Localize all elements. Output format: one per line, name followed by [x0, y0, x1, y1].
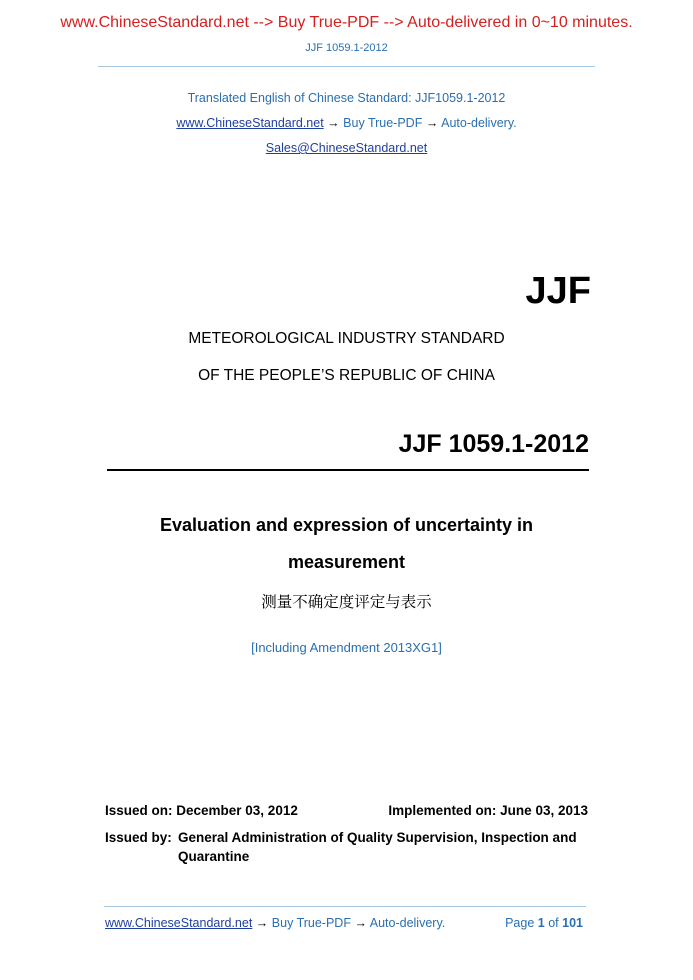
footer-delivery-text: Auto-delivery. — [369, 916, 446, 930]
jjf-logo-text: JJF — [525, 270, 591, 312]
issuer-name-line-2: Quarantine — [178, 849, 250, 864]
issuer-name-line-1: General Administration of Quality Supervision, Inspection and — [178, 830, 577, 845]
amendment-note: [Including Amendment 2013XG1] — [251, 640, 442, 655]
site-link[interactable]: www.ChineseStandard.net — [176, 116, 324, 130]
footer-site-link[interactable]: www.ChineseStandard.net — [105, 916, 253, 930]
sales-email-line — [0, 141, 693, 155]
standard-code: JJF 1059.1-2012 — [398, 430, 589, 458]
header-divider — [98, 66, 595, 67]
page-indicator — [505, 916, 583, 930]
translation-links-line — [0, 116, 693, 130]
buy-true-pdf-text: Buy True-PDF — [343, 116, 423, 130]
page-number: 1 — [537, 916, 545, 930]
running-header-code: JJF 1059.1-2012 — [305, 42, 388, 54]
title-chinese: 测量不确定度评定与表示 — [261, 593, 432, 611]
arrow-right-icon: → — [327, 116, 340, 130]
arrow-right-icon: → — [425, 116, 439, 130]
arrow-right-icon: → — [354, 916, 367, 930]
footer-buy-text: Buy True-PDF — [271, 916, 351, 930]
industry-line-2: OF THE PEOPLE’S REPUBLIC OF CHINA — [198, 367, 495, 384]
arrow-right-icon: → — [255, 916, 269, 930]
auto-delivery-text: Auto-delivery. — [441, 116, 517, 130]
title-divider — [107, 469, 589, 471]
footer-divider — [104, 906, 586, 907]
implemented-on-date: Implemented on: June 03, 2013 — [388, 803, 588, 818]
sales-email-link[interactable]: Sales@ChineseStandard.net — [265, 141, 428, 155]
title-line-2: measurement — [287, 552, 406, 572]
page-label: Page — [505, 916, 535, 930]
of-label: of — [548, 916, 559, 930]
issued-on-date: Issued on: December 03, 2012 — [105, 803, 298, 818]
issued-by-label: Issued by: — [105, 830, 172, 845]
total-pages: 101 — [562, 916, 583, 930]
promo-banner[interactable]: www.ChineseStandard.net --> Buy True-PDF --> Auto-delivered in 0~10 minutes. — [60, 14, 633, 31]
industry-line-1: METEOROLOGICAL INDUSTRY STANDARD — [188, 330, 505, 347]
footer-links — [105, 916, 445, 930]
title-line-1: Evaluation and expression of uncertainty in — [159, 515, 534, 535]
translation-note: Translated English of Chinese Standard: JJF1059.1-2012 — [187, 91, 506, 105]
